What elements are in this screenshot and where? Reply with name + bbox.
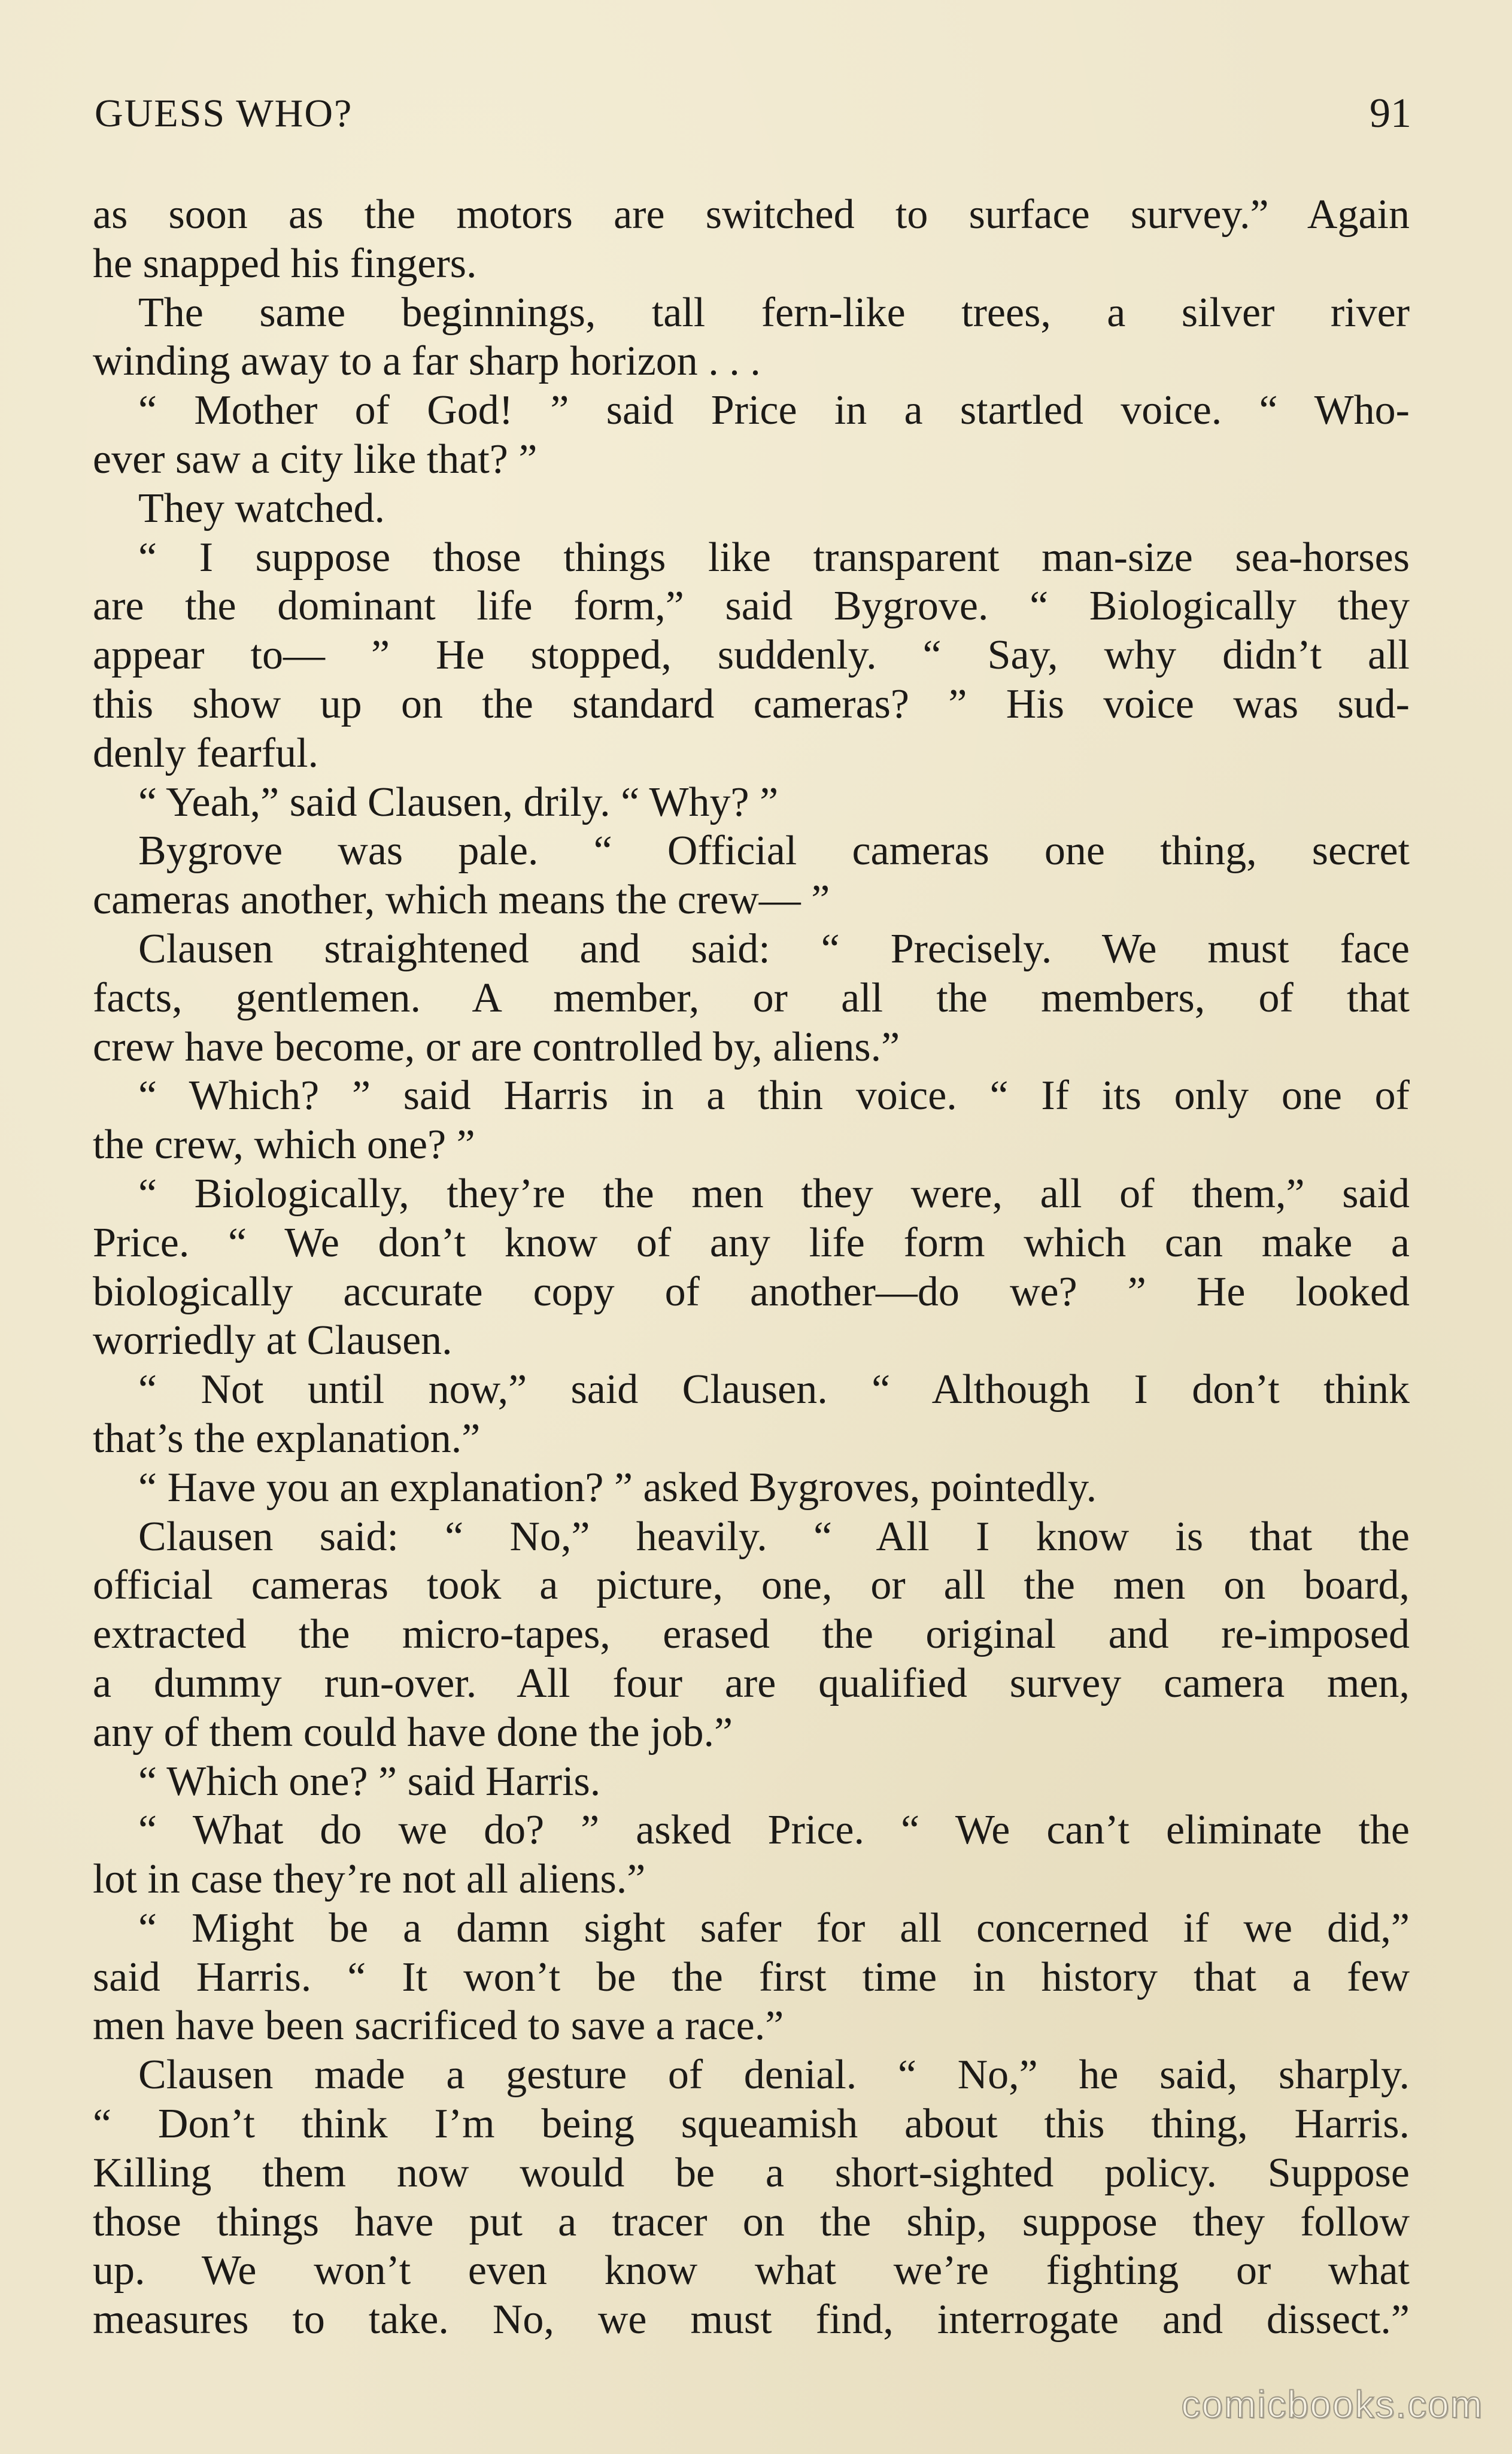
- text-line: said Harris. “ It won’t be the first time in history that a few: [93, 1954, 1410, 2000]
- text-line: facts, gentlemen. A member, or all the members, of that: [93, 974, 1410, 1021]
- watermark-logo: comicbooks.com: [1181, 2383, 1483, 2426]
- text-line: official cameras took a picture, one, or all the men on board,: [93, 1562, 1410, 1609]
- text-line: worriedly at Clausen.: [93, 1317, 453, 1364]
- text-line: Price. “ We don’t know of any life form which can make a: [93, 1219, 1410, 1266]
- text-line: are the dominant life form,” said Bygrove. “ Biologically they: [93, 583, 1410, 630]
- text-line: “ Mother of God! ” said Price in a startled voice. “ Who-: [138, 387, 1410, 434]
- text-line: up. We won’t even know what we’re fighting or what: [93, 2248, 1410, 2294]
- text-line: They watched.: [138, 485, 385, 532]
- text-line: “ Which one? ” said Harris.: [138, 1758, 601, 1805]
- text-line: denly fearful.: [93, 730, 319, 776]
- text-line: “ Don’t think I’m being squeamish about this thing, Harris.: [93, 2101, 1410, 2148]
- text-line: Clausen straightened and said: “ Precisely. We must face: [138, 925, 1410, 972]
- text-line: any of them could have done the job.”: [93, 1709, 733, 1756]
- text-line: appear to— ” He stopped, suddenly. “ Say, why didn’t all: [93, 632, 1410, 679]
- text-line: winding away to a far sharp horizon . . .: [93, 338, 761, 385]
- text-line: Killing them now would be a short-sighted policy. Suppose: [93, 2149, 1410, 2196]
- text-line: “ Might be a damn sight safer for all concerned if we did,”: [138, 1905, 1410, 1951]
- text-line: that’s the explanation.”: [93, 1415, 481, 1462]
- text-line: crew have become, or are controlled by, aliens.”: [93, 1023, 900, 1070]
- text-line: “ Not until now,” said Clausen. “ Although I don’t think: [138, 1366, 1410, 1413]
- text-line: he snapped his fingers.: [93, 240, 477, 287]
- text-line: “ Which? ” said Harris in a thin voice. “ If its only one of: [138, 1073, 1410, 1119]
- text-line: Clausen said: “ No,” heavily. “ All I know is that the: [138, 1513, 1410, 1560]
- text-line: men have been sacrificed to save a race.”: [93, 2003, 784, 2049]
- text-line: biologically accurate copy of another—do we? ” He looked: [93, 1268, 1410, 1315]
- page-header: [95, 84, 1411, 144]
- text-line: this show up on the standard cameras? ” His voice was sud-: [93, 681, 1410, 727]
- text-line: those things have put a tracer on the ship, suppose they follow: [93, 2198, 1410, 2245]
- text-line: cameras another, which means the crew— ”: [93, 877, 830, 924]
- page-number: 91: [1370, 90, 1411, 136]
- body-text: [93, 190, 1410, 2344]
- text-line: “ Yeah,” said Clausen, drily. “ Why? ”: [138, 779, 779, 825]
- text-line: “ I suppose those things like transparent man-size sea-horses: [138, 534, 1410, 581]
- text-line: lot in case they’re not all aliens.”: [93, 1856, 646, 1903]
- text-line: as soon as the motors are switched to surface survey.” Again: [93, 192, 1410, 238]
- text-line: the crew, which one? ”: [93, 1122, 475, 1168]
- text-line: “ What do we do? ” asked Price. “ We can’t eliminate the: [138, 1807, 1410, 1854]
- running-title: GUESS WHO?: [95, 92, 353, 135]
- text-line: Clausen made a gesture of denial. “ No,” he said, sharply.: [138, 2052, 1410, 2098]
- text-line: measures to take. No, we must find, interrogate and dissect.”: [93, 2297, 1410, 2343]
- text-line: Bygrove was pale. “ Official cameras one thing, secret: [138, 828, 1410, 874]
- text-line: a dummy run-over. All four are qualified survey camera men,: [93, 1660, 1410, 1706]
- text-line: “ Biologically, they’re the men they were, all of them,” said: [138, 1170, 1410, 1217]
- text-line: The same beginnings, tall fern-like trees, a silver river: [138, 289, 1410, 336]
- text-line: ever saw a city like that? ”: [93, 436, 538, 482]
- text-line: “ Have you an explanation? ” asked Bygroves, pointedly.: [138, 1464, 1097, 1511]
- text-line: extracted the micro-tapes, erased the original and re-imposed: [93, 1611, 1410, 1658]
